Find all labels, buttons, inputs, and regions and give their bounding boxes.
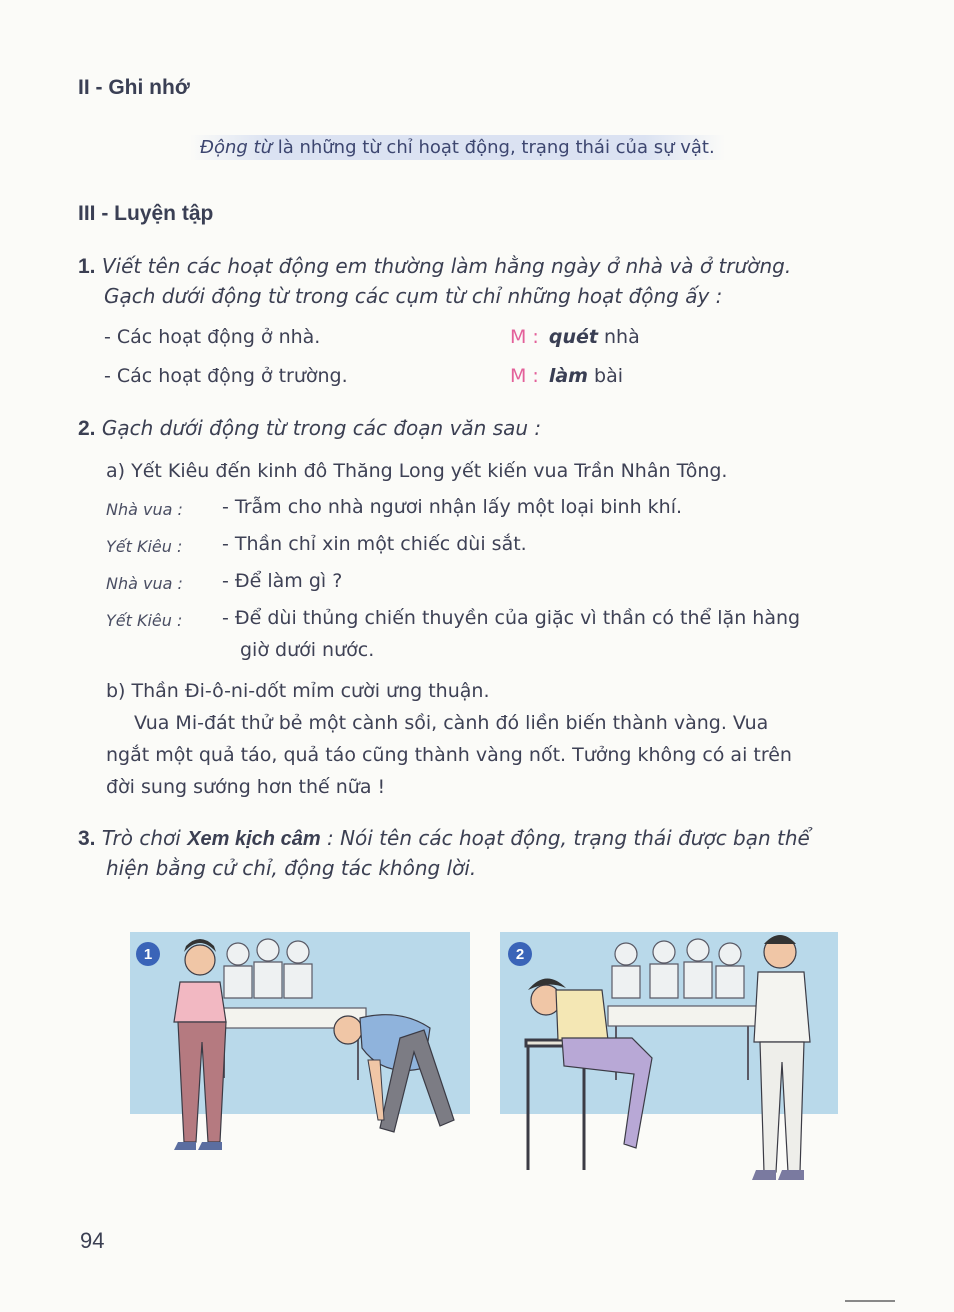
page-number: 94 [80,1228,105,1253]
ex1-item-school: - Các hoạt động ở trường. [104,365,348,387]
dialogue-line: - Để làm gì ? [222,570,343,592]
illustration-1 [128,930,470,1195]
exercise-1-line2 [104,284,722,308]
exercise-3-pre: Trò chơi [101,826,181,850]
exercise-1-instruction-2: Gạch dưới động từ trong các cụm từ chỉ những hoạt động ấy : [104,284,723,308]
number-badge-1 [136,942,160,966]
model-object: bài [587,365,624,387]
exercise-1-instruction: Viết tên các hoạt động em thường làm hằng ngày ở nhà và ở trường. [101,254,792,278]
exercise-2-number: 2. [78,417,96,440]
ex1-model-school [510,365,623,387]
model-label: M : [510,326,539,348]
dialogue-line: - Thần chỉ xin một chiếc dùi sắt. [222,533,527,555]
dialogue-line: - Trẫm cho nhà ngươi nhận lấy một loại binh khí. [222,496,683,518]
exercise-3-line1 [78,826,810,851]
exercise-3-number: 3. [78,827,96,850]
dialogue-line-continued: giờ dưới nước. [240,639,375,661]
dialogue-line: - Để dùi thủng chiến thuyền của giặc vì thần có thể lặn hàng [222,607,801,629]
ex2-b-paragraph-line: đời sung sướng hơn thế nữa ! [106,776,386,798]
model-object: nhà [597,326,640,348]
badge-number: 1 [143,946,153,963]
exercise-3-game-name: Xem kịch câm [187,828,321,850]
ex2-b-intro: b) Thần Đi-ô-ni-dốt mỉm cười ưng thuận. [106,680,490,702]
memo-lead: Động từ [200,137,272,158]
ex1-model-home [510,326,640,348]
ex1-item-home: - Các hoạt động ở nhà. [104,326,321,348]
speaker-yet-kieu: Yết Kiêu : [106,537,183,556]
model-verb: quét [548,326,598,348]
speaker-yet-kieu: Yết Kiêu : [106,611,183,630]
ex2-b-paragraph-line: Vua Mi-đát thử bẻ một cành sồi, cành đó liền biến thành vàng. Vua [134,712,769,734]
badge-number: 2 [515,946,525,963]
section-ghi-nho-title: II - Ghi nhớ [78,76,190,99]
seated-students [224,939,312,998]
exercise-1-line1 [78,254,791,279]
exercise-2-instruction: Gạch dưới động từ trong các đoạn văn sau : [101,416,542,440]
section-luyen-tap-title: III - Luyện tập [78,202,214,225]
ex2-b-paragraph-line: ngắt một quả táo, quả táo cũng thành vàng nốt. Tưởng không có ai trên [106,744,792,766]
bottom-rule [845,1300,895,1302]
ex2-a-intro: a) Yết Kiêu đến kinh đô Thăng Long yết kiến vua Trần Nhân Tông. [106,460,728,482]
memo-box [190,135,725,160]
model-verb: làm [548,365,588,387]
memo-text: là những từ chỉ hoạt động, trạng thái của sự vật. [271,137,715,158]
exercise-3-instruction-2: hiện bằng cử chỉ, động tác không lời. [106,856,477,880]
speaker-nha-vua: Nhà vua : [106,500,183,519]
number-badge-2 [508,942,532,966]
standing-boy [752,935,810,1180]
exercise-3-line2 [106,856,476,880]
exercise-3-post: : Nói tên các hoạt động, trạng thái được bạn thể [326,826,810,850]
model-label: M : [510,365,539,387]
exercise-1-number: 1. [78,255,96,278]
illustration-2 [498,930,840,1198]
exercise-2-title [78,416,541,441]
speaker-nha-vua: Nhà vua : [106,574,183,593]
